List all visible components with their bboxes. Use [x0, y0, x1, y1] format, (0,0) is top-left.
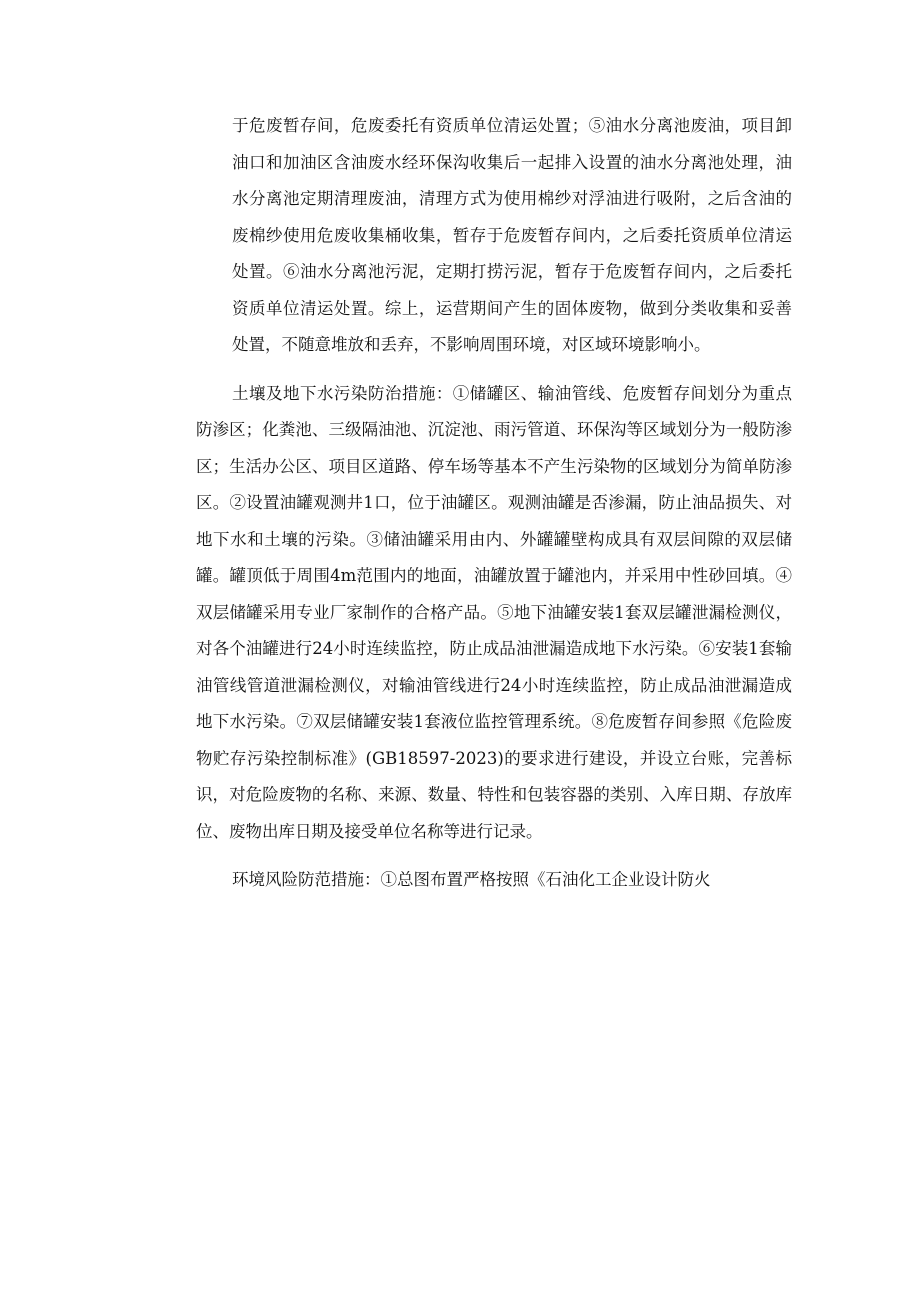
paragraph-soil-groundwater-measures: 土壤及地下水污染防治措施：①储罐区、输油管线、危废暂存间划分为重点防渗区；化粪池、三级隔油池、沉淀池、雨污管道、环保沟等区域划分为一般防渗区；生活办公区、项目区道路、停车场等基本不产生污染物的区域划分为简单防渗区。②设置油罐观测井1口，位于油罐区。观测油罐是否渗漏，防止油品损失、对地下水和土壤的污染。③储油罐采用由内、外罐罐壁构成具有双层间隙的双层储罐。罐顶低于周围4m范围内的地面，油罐放置于罐池内，并采用中性砂回填。④双层储罐采用专业厂家制作的合格产品。⑤地下油罐安装1套双层罐泄漏检测仪，对各个油罐进行24小时连续监控，防止成品油泄漏造成地下水污染。⑥安装1套输油管线管道泄漏检测仪，对输油管线进行24小时连续监控，防止成品油泄漏造成地下水污染。⑦双层储罐安装1套液位监控管理系统。⑧危废暂存间参照《危险废物贮存污染控制标准》(GB18597-2023)的要求进行建设，并设立台账，完善标识，对危险废物的名称、来源、数量、特性和包装容器的类别、入库日期、存放库位、废物出库日期及接受单位名称等进行记录。 [196, 383, 792, 841]
paragraph-environmental-risk-measures: 环境风险防范措施：①总图布置严格按照《石油化工企业设计防火 [232, 870, 711, 889]
paragraph-solid-waste-continued: 于危废暂存间，危废委托有资质单位清运处置；⑤油水分离池废油，项目卸油口和加油区含油废水经环保沟收集后一起排入设置的油水分离池处理，油水分离池定期清理废油，清理方式为使用棉纱对浮油进行吸附，之后含油的废棉纱使用危废收集桶收集，暂存于危废暂存间内，之后委托资质单位清运处置。⑥油水分离池污泥，定期打捞污泥，暂存于危废暂存间内，之后委托资质单位清运处置。综上，运营期间产生的固体废物，做到分类收集和妥善处置，不随意堆放和丢弃，不影响周围环境，对区域环境影响小。 [232, 116, 792, 354]
document-body [196, 108, 792, 899]
